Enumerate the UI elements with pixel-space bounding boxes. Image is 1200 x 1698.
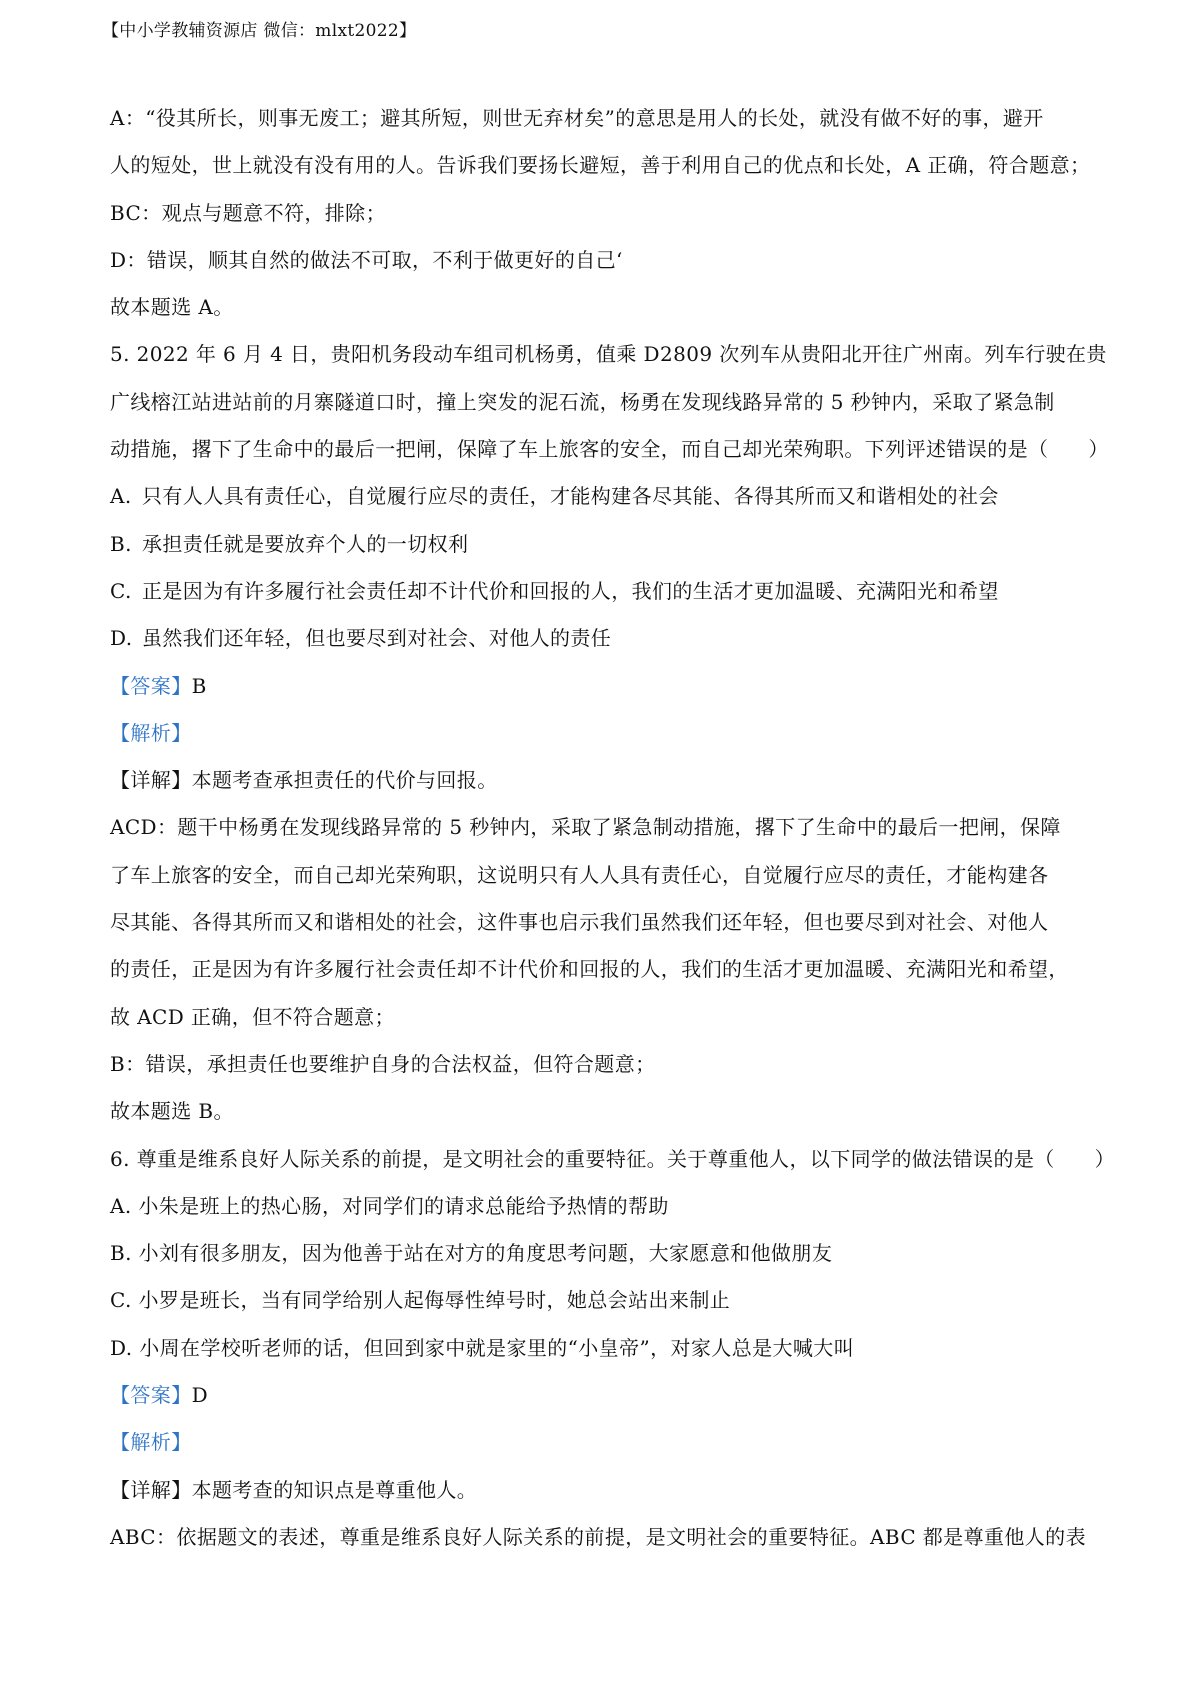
q5-detail-line: 了车上旅客的安全，而自己却光荣殉职，这说明只有人人具有责任心，自觉履行应尽的责任，才能构建各 <box>110 862 1049 887</box>
option-text: 小周在学校听老师的话，但回到家中就是家里的“小皇帝”，对家人总是大喊大叫 <box>139 1335 855 1360</box>
q5-stem-line <box>110 426 1109 473</box>
q5-detail-line: 尽其能、各得其所而又和谐相处的社会，这件事也启示我们虽然我们还年轻，但也要尽到对社会、对他人 <box>110 910 1049 935</box>
option-text: 小朱是班上的热心肠，对同学们的请求总能给予热情的帮助 <box>138 1193 669 1218</box>
q5-answer <box>110 663 1105 710</box>
option-text: 虽然我们还年轻，但也要尽到对社会、对他人的责任 <box>142 626 612 651</box>
q6-option-b <box>110 1230 1105 1277</box>
q5-option-b <box>110 521 1105 568</box>
page-header: 【中小学教辅资源店 微信：mlxt2022】 <box>102 21 417 41</box>
q5-analysis-heading <box>110 710 1105 757</box>
q6-detail-line: ABC：依据题文的表述，尊重是维系良好人际关系的前提，是文明社会的重要特征。ABC 都是尊重他人的表 <box>110 1524 1086 1549</box>
analysis-tag: 【解析】 <box>110 1430 192 1455</box>
detail-intro-text: 本题考查承担责任的代价与回报。 <box>191 768 498 793</box>
q6-answer <box>110 1372 1105 1419</box>
q4-analysis-line: D：错误，顺其自然的做法不可取，不利于做更好的自己‘ <box>110 247 623 272</box>
q6-stem-paren-close: ） <box>1094 1146 1116 1171</box>
q6-detail-intro <box>110 1467 1105 1514</box>
detail-tag: 【详解】 <box>110 768 192 793</box>
q5-stem-line: 广线榕江站进站前的月寨隧道口时，撞上突发的泥石流，杨勇在发现线路异常的 5 秒钟内，采取了紧急制 <box>110 389 1055 414</box>
q5-option-d <box>110 615 1105 662</box>
option-label: C. <box>110 1288 132 1313</box>
q5-detail-line: 的责任，正是因为有许多履行社会责任却不计代价和回报的人，我们的生活才更加温暖、充满阳光和希望， <box>110 957 1069 982</box>
option-label: A. <box>110 1193 132 1218</box>
q4-analysis-line: A：“役其所长，则事无废工；避其所短，则世无弃材矣”的意思是用人的长处，就没有做不好的事，避开 <box>110 106 1044 130</box>
q5-detail-intro <box>110 757 1105 804</box>
analysis-tag: 【解析】 <box>110 720 192 745</box>
option-text: 小罗是班长，当有同学给别人起侮辱性绰号时，她总会站出来制止 <box>138 1288 731 1313</box>
option-text: 正是因为有许多履行社会责任却不计代价和回报的人，我们的生活才更加温暖、充满阳光和希望 <box>142 578 999 603</box>
q5-stem-paren-close: ） <box>1088 437 1109 462</box>
q5-stem-text: 动措施，撂下了生命中的最后一把闸，保障了车上旅客的安全，而自己却光荣殉职。下列评述错误的是（ <box>110 437 1049 462</box>
option-label: B. <box>110 531 132 556</box>
q6-option-c <box>110 1277 1105 1324</box>
option-label: C. <box>110 578 132 603</box>
option-text: 只有人人具有责任心，自觉履行应尽的责任，才能构建各尽其能、各得其所而又和谐相处的社会 <box>142 484 999 509</box>
answer-value: B <box>191 673 207 698</box>
q5-detail-line: ACD：题干中杨勇在发现线路异常的 5 秒钟内，采取了紧急制动措施，撂下了生命中的最后一把闸，保障 <box>110 815 1061 840</box>
option-text: 小刘有很多朋友，因为他善于站在对方的角度思考问题，大家愿意和他做朋友 <box>138 1241 833 1266</box>
detail-tag: 【详解】 <box>110 1477 192 1502</box>
option-label: A. <box>110 484 132 509</box>
q4-analysis-line: 人的短处，世上就没有没有用的人。告诉我们要扬长避短，善于利用自己的优点和长处，A 正确，符合题意； <box>110 153 1091 178</box>
option-label: D. <box>110 626 133 651</box>
q6-stem-line <box>110 1136 1116 1183</box>
q5-stem-line: 5. 2022 年 6 月 4 日，贵阳机务段动车组司机杨勇，值乘 D2809 次列车从贵阳北开往广州南。列车行驶在贵 <box>110 342 1107 367</box>
q5-detail-line: 故 ACD 正确，但不符合题意； <box>110 1004 395 1029</box>
q6-analysis-heading <box>110 1419 1105 1466</box>
answer-value: D <box>191 1383 209 1408</box>
detail-intro-text: 本题考查的知识点是尊重他人。 <box>191 1477 478 1502</box>
option-label: B. <box>110 1241 132 1266</box>
q4-analysis-line: BC：观点与题意不符，排除； <box>110 200 386 225</box>
q5-detail-line: B：错误，承担责任也要维护自身的合法权益，但符合题意； <box>110 1051 656 1076</box>
option-label: D. <box>110 1335 133 1360</box>
option-text: 承担责任就是要放弃个人的一切权利 <box>142 531 469 556</box>
q6-option-a <box>110 1183 1105 1230</box>
q5-conclusion: 故本题选 B。 <box>110 1099 234 1124</box>
q5-option-a <box>110 473 1105 520</box>
answer-tag: 【答案】 <box>110 1383 192 1408</box>
q6-option-d <box>110 1325 1105 1372</box>
q5-option-c <box>110 568 1105 615</box>
answer-tag: 【答案】 <box>110 673 192 698</box>
document-body <box>110 95 1116 1561</box>
q4-conclusion: 故本题选 A。 <box>110 295 234 320</box>
q6-stem-text: 6. 尊重是维系良好人际关系的前提，是文明社会的重要特征。关于尊重他人，以下同学的做法错误的是（ <box>110 1146 1055 1171</box>
